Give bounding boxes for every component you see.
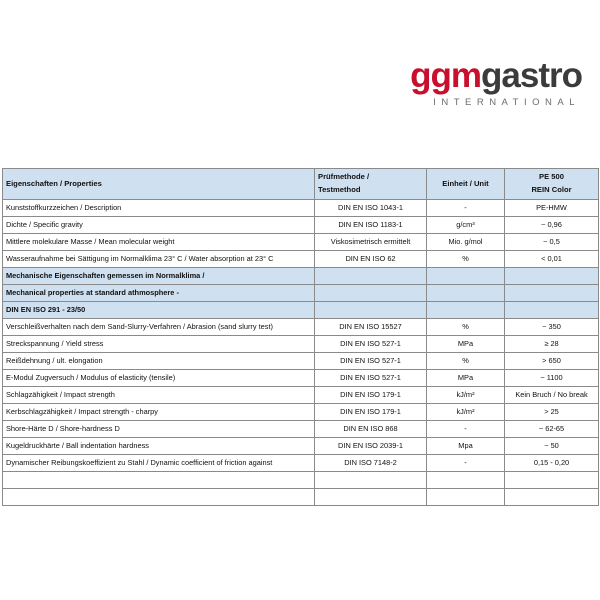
row-method: DIN EN ISO 2039-1	[315, 437, 427, 454]
section-spacer-unit	[427, 301, 505, 318]
empty-cell-property	[3, 488, 315, 505]
row-value: > 25	[505, 403, 599, 420]
row-value: Kein Bruch / No break	[505, 386, 599, 403]
section-line-3: DIN EN ISO 291 - 23/50	[3, 301, 315, 318]
row-unit: kJ/m²	[427, 403, 505, 420]
row-property: Streckspannung / Yield stress	[3, 335, 315, 352]
row-unit: MPa	[427, 335, 505, 352]
empty-cell-value	[505, 488, 599, 505]
row-method: DIN EN ISO 1043-1	[315, 199, 427, 216]
section-spacer-value	[505, 301, 599, 318]
empty-cell-property	[3, 471, 315, 488]
row-method: DIN ISO 7148-2	[315, 454, 427, 471]
empty-cell-unit	[427, 471, 505, 488]
header-value-line1: PE 500	[539, 172, 564, 181]
row-method: DIN EN ISO 62	[315, 250, 427, 267]
table-row	[3, 454, 599, 471]
section-line-2: Mechanical properties at standard athmosphere -	[3, 284, 315, 301]
table-row	[3, 437, 599, 454]
section-spacer-method	[315, 284, 427, 301]
row-property: Dichte / Specific gravity	[3, 216, 315, 233]
row-unit: %	[427, 318, 505, 335]
row-unit: %	[427, 352, 505, 369]
logo-subtitle: INTERNATIONAL	[433, 97, 580, 108]
section-spacer-method	[315, 267, 427, 284]
table-row	[3, 352, 599, 369]
row-method: DIN EN ISO 1183-1	[315, 216, 427, 233]
row-property: Kugeldruckhärte / Ball indentation hardness	[3, 437, 315, 454]
table-header-row	[3, 169, 599, 200]
empty-cell-method	[315, 488, 427, 505]
row-method: DIN EN ISO 527-1	[315, 369, 427, 386]
row-method: DIN EN ISO 15527	[315, 318, 427, 335]
row-unit: Mpa	[427, 437, 505, 454]
row-value: ~ 350	[505, 318, 599, 335]
row-value: PE-HMW	[505, 199, 599, 216]
header-value	[505, 169, 599, 200]
header-method-line2: Testmethod	[318, 184, 361, 194]
section-spacer-value	[505, 284, 599, 301]
table-row	[3, 403, 599, 420]
row-property: Wasseraufnahme bei Sättigung im Normalklima 23° C / Water absorption at 23° C	[3, 250, 315, 267]
row-property: Shore-Härte D / Shore-hardness D	[3, 420, 315, 437]
section-spacer-method	[315, 301, 427, 318]
section-heading-row-3	[3, 301, 599, 318]
row-property: Kerbschlagzähigkeit / Impact strength - charpy	[3, 403, 315, 420]
section-spacer-unit	[427, 267, 505, 284]
section-spacer-value	[505, 267, 599, 284]
table-row	[3, 199, 599, 216]
row-value: ~ 0,5	[505, 233, 599, 250]
row-property: Schlagzähigkeit / Impact strength	[3, 386, 315, 403]
row-unit: %	[427, 250, 505, 267]
table-row	[3, 335, 599, 352]
row-value: ~ 50	[505, 437, 599, 454]
row-method: DIN EN ISO 179-1	[315, 386, 427, 403]
table-body	[3, 169, 599, 506]
row-method: DIN EN ISO 868	[315, 420, 427, 437]
table-row	[3, 386, 599, 403]
section-heading-row-2	[3, 284, 599, 301]
table-row	[3, 420, 599, 437]
row-value: ≥ 28	[505, 335, 599, 352]
row-property: Mittlere molekulare Masse / Mean molecular weight	[3, 233, 315, 250]
header-unit: Einheit / Unit	[427, 169, 505, 200]
row-unit: kJ/m²	[427, 386, 505, 403]
empty-cell-method	[315, 471, 427, 488]
row-property: Kunststoffkurzzeichen / Description	[3, 199, 315, 216]
section-heading-row-1	[3, 267, 599, 284]
row-unit: -	[427, 199, 505, 216]
row-unit: -	[427, 420, 505, 437]
table-row-empty	[3, 488, 599, 505]
row-method: Viskosimetrisch ermittelt	[315, 233, 427, 250]
table-row	[3, 369, 599, 386]
table-row	[3, 216, 599, 233]
row-unit: -	[427, 454, 505, 471]
empty-cell-unit	[427, 488, 505, 505]
header-method	[315, 169, 427, 200]
row-property: Reißdehnung / ult. elongation	[3, 352, 315, 369]
row-method: DIN EN ISO 527-1	[315, 335, 427, 352]
specifications-table	[2, 168, 599, 506]
row-value: < 0,01	[505, 250, 599, 267]
header-method-line1: Prüfmethode /	[318, 172, 370, 181]
brand-logo	[410, 58, 582, 108]
table-row	[3, 250, 599, 267]
table-row	[3, 318, 599, 335]
section-line-1: Mechanische Eigenschaften gemessen im Normalklima /	[3, 267, 315, 284]
row-method: DIN EN ISO 527-1	[315, 352, 427, 369]
row-method: DIN EN ISO 179-1	[315, 403, 427, 420]
empty-cell-value	[505, 471, 599, 488]
row-unit: Mio. g/mol	[427, 233, 505, 250]
row-value: ~ 1100	[505, 369, 599, 386]
section-spacer-unit	[427, 284, 505, 301]
logo-wordmark	[410, 58, 582, 93]
logo-ggm-text: ggm	[410, 56, 482, 95]
row-value: > 650	[505, 352, 599, 369]
row-unit: g/cm³	[427, 216, 505, 233]
row-value: ~ 0,96	[505, 216, 599, 233]
row-value: 0,15 - 0,20	[505, 454, 599, 471]
row-property: Verschleißverhalten nach dem Sand-Slurry-Verfahren / Abrasion (sand slurry test)	[3, 318, 315, 335]
row-property: E-Modul Zugversuch / Modulus of elasticity (tensile)	[3, 369, 315, 386]
table-row-empty	[3, 471, 599, 488]
row-value: ~ 62-65	[505, 420, 599, 437]
row-unit: MPa	[427, 369, 505, 386]
header-value-line2: REIN Color	[531, 184, 572, 194]
table-row	[3, 233, 599, 250]
header-properties: Eigenschaften / Properties	[3, 169, 315, 200]
logo-gastro-text: gastro	[481, 56, 582, 95]
row-property: Dynamischer Reibungskoeffizient zu Stahl / Dynamic coefficient of friction against	[3, 454, 315, 471]
